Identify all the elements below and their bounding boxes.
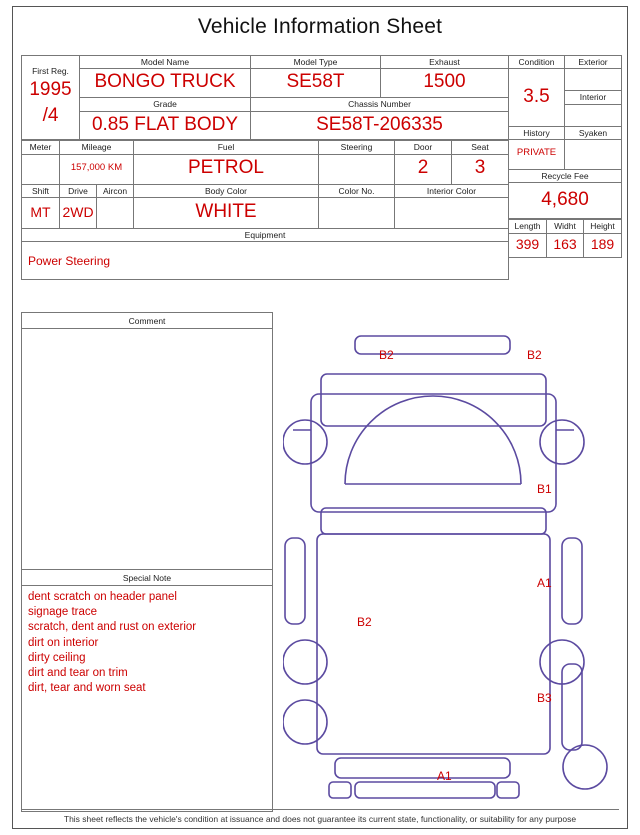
cell-meter-label [22,141,60,154]
cell-interior-value [565,104,622,126]
cell-grade-value [80,111,251,140]
cell-shift-value [22,198,60,229]
page-title: Vehicle Information Sheet [197,15,443,38]
value-recycle-fee: 4,680 [541,188,589,210]
cell-interior-color-label [395,184,509,197]
cell-height-label [584,220,622,233]
vehicle-spec-table [21,140,509,280]
condition-table [508,55,622,219]
list-item: dirty ceiling [28,651,86,664]
value-steering [319,166,394,172]
cell-width-label [547,220,584,233]
cell-drive-label [60,185,97,197]
label-fuel: Fuel [217,142,235,153]
table-row [22,56,509,69]
cell-width-value [547,233,584,257]
cell-fuel-value [134,154,319,184]
cell-door-value [395,154,452,184]
cell-condition-value [509,69,565,126]
cell-exterior-value [565,69,622,91]
value-aircon [97,210,133,216]
comment-box [21,312,273,812]
dimensions-table [508,219,622,257]
label-widht: Widht [554,221,576,232]
label-exhaust: Exhaust [429,57,460,67]
cell-mileage-value [60,154,134,184]
cell-exterior-label [565,56,622,69]
table-row [22,242,509,280]
comment-text [22,329,272,569]
cell-seat-label [452,141,509,154]
cell-recycle-fee-value [509,183,622,219]
footer-disclaimer: This sheet reflects the vehicle's condition at issuance and does not guarantee its current state, functionality, or suitability for any purpose [63,814,577,824]
cell-aircon-value [97,198,134,228]
value-widht: 163 [553,236,577,253]
table-row [22,111,509,140]
cell-shift-label [22,184,60,197]
table-row [22,198,509,229]
cell-interior-color-value [395,198,509,229]
label-grade: Grade [153,99,177,110]
label-height: Height [590,221,615,232]
value-interior-color [395,210,508,216]
vehicle-info-block [21,55,621,280]
cell-length-value [509,233,547,257]
label-color-no: Color No. [338,185,375,196]
cell-recycle-fee-label [509,170,622,183]
label-recycle-fee: Recycle Fee [541,171,589,182]
cell-steering-label [319,141,395,154]
cell-syaken-label [565,126,622,139]
label-body-color: Body Color [204,185,248,196]
value-exterior [565,77,621,83]
cell-body-color-label [134,184,319,197]
cell-condition-label [509,56,565,69]
cell-equipment-value [22,242,509,280]
cell-drive-aircon-label [60,184,134,197]
label-model-name: Model Name [140,57,190,67]
list-item: dirt on interior [28,636,99,649]
damage-mark-b3-right: B3 [537,691,552,705]
cell-steering-value [319,154,395,184]
vehicle-info-table [21,55,509,140]
value-syaken [565,152,621,158]
list-item: scratch, dent and rust on exterior [28,621,197,634]
value-seat: 3 [474,157,486,179]
cell-height-value [584,233,622,257]
cell-chassis-label [251,98,509,111]
cell-model-name-value [80,69,251,98]
lower-section [21,312,621,812]
value-chassis-number: SE58T-206335 [316,113,443,135]
value-height: 189 [590,236,615,253]
cell-chassis-value [251,111,509,140]
table-row [22,154,509,184]
value-first-reg-year: 1995 [29,79,72,101]
value-door: 2 [417,157,429,179]
value-color-no [319,210,394,216]
cell-first-reg [22,56,80,140]
value-length: 399 [515,236,540,253]
label-equipment: Equipment [244,230,286,241]
cell-drive-value [60,198,97,228]
value-condition: 3.5 [523,85,550,107]
vehicle-info-left [21,55,508,280]
table-row [22,98,509,111]
value-exhaust: 1500 [423,71,466,93]
cell-history-value [509,140,565,170]
cell-aircon-label [97,185,134,197]
value-interior [565,112,621,118]
cell-interior-label [565,91,622,104]
cell-exhaust-label [381,56,509,69]
table-row [22,229,509,242]
cell-drive-aircon-value [60,198,134,229]
table-row [22,141,509,154]
cell-history-label [509,126,565,139]
table-row [509,220,622,233]
label-drive: Drive [68,185,88,196]
value-drive: 2WD [62,204,94,221]
cell-grade-label [80,98,251,111]
damage-mark-b2-front-right: B2 [527,348,542,362]
label-comment: Comment [22,313,272,329]
cell-model-type-label [251,56,381,69]
damage-mark-b1-right: B1 [537,482,552,496]
cell-seat-value [452,154,509,184]
cell-syaken-value [565,140,622,170]
list-item: signage trace [28,606,98,619]
label-door: Door [413,142,433,153]
table-row [509,126,622,139]
list-item: dent scratch on header panel [28,591,177,603]
cell-meter-value [22,154,60,184]
cell-mileage-label [60,141,134,154]
label-history: History [523,127,550,138]
damage-mark-a1-right: A1 [537,576,552,590]
table-row [509,233,622,257]
damage-mark-b2-left: B2 [357,615,372,629]
cell-body-color-value [134,198,319,229]
cell-model-name-label [80,56,251,69]
label-model-type: Model Type [293,57,338,67]
label-shift: Shift [31,185,49,196]
cell-equipment-label [22,229,509,242]
label-condition: Condition [518,57,555,67]
table-row [509,183,622,219]
cell-exhaust-value [381,69,509,98]
label-interior: Interior [579,92,607,103]
label-meter: Meter [29,142,52,153]
list-item: dirt and tear on trim [28,666,128,679]
truck-outline-svg [283,312,621,812]
value-history: PRIVATE [516,147,557,159]
label-interior-color: Interior Color [426,185,477,196]
table-row [22,184,509,197]
cell-door-label [395,141,452,154]
table-row [22,69,509,98]
value-mileage: 157,000 KM [70,161,123,173]
label-special-note: Special Note [22,569,272,586]
label-syaken: Syaken [578,127,608,138]
label-length: Length [514,221,541,232]
table-row [509,69,622,91]
cell-color-no-value [319,198,395,229]
vehicle-damage-diagram [283,312,621,812]
footer-divider [21,809,619,810]
value-shift: MT [30,204,51,221]
value-model-name: BONGO TRUCK [94,71,236,93]
label-mileage: Mileage [81,142,112,153]
special-note-list [22,586,272,700]
damage-mark-a1-rear: A1 [437,769,452,783]
cell-color-no-label [319,184,395,197]
value-equipment: Power Steering [28,253,111,268]
label-exterior: Exterior [578,57,608,67]
value-model-type: SE58T [286,71,345,93]
table-row [509,170,622,183]
cell-length-label [509,220,547,233]
value-fuel: PETROL [187,157,265,179]
value-grade: 0.85 FLAT BODY [91,113,239,135]
label-chassis-number: Chassis Number [348,99,411,110]
cell-model-type-value [251,69,381,98]
vehicle-info-right [508,55,621,258]
value-meter [22,166,59,172]
document-page [12,6,628,829]
label-steering: Steering [340,142,373,153]
cell-fuel-label [134,141,319,154]
label-seat: Seat [471,142,489,153]
label-first-reg: First Reg. [32,65,69,76]
table-row [509,56,622,69]
table-row [509,140,622,170]
damage-mark-b2-front-left: B2 [379,348,394,362]
value-body-color: WHITE [195,201,257,223]
value-first-reg-month: /4 [42,104,59,126]
label-aircon: Aircon [102,185,128,196]
list-item: dirt, tear and worn seat [28,682,146,695]
